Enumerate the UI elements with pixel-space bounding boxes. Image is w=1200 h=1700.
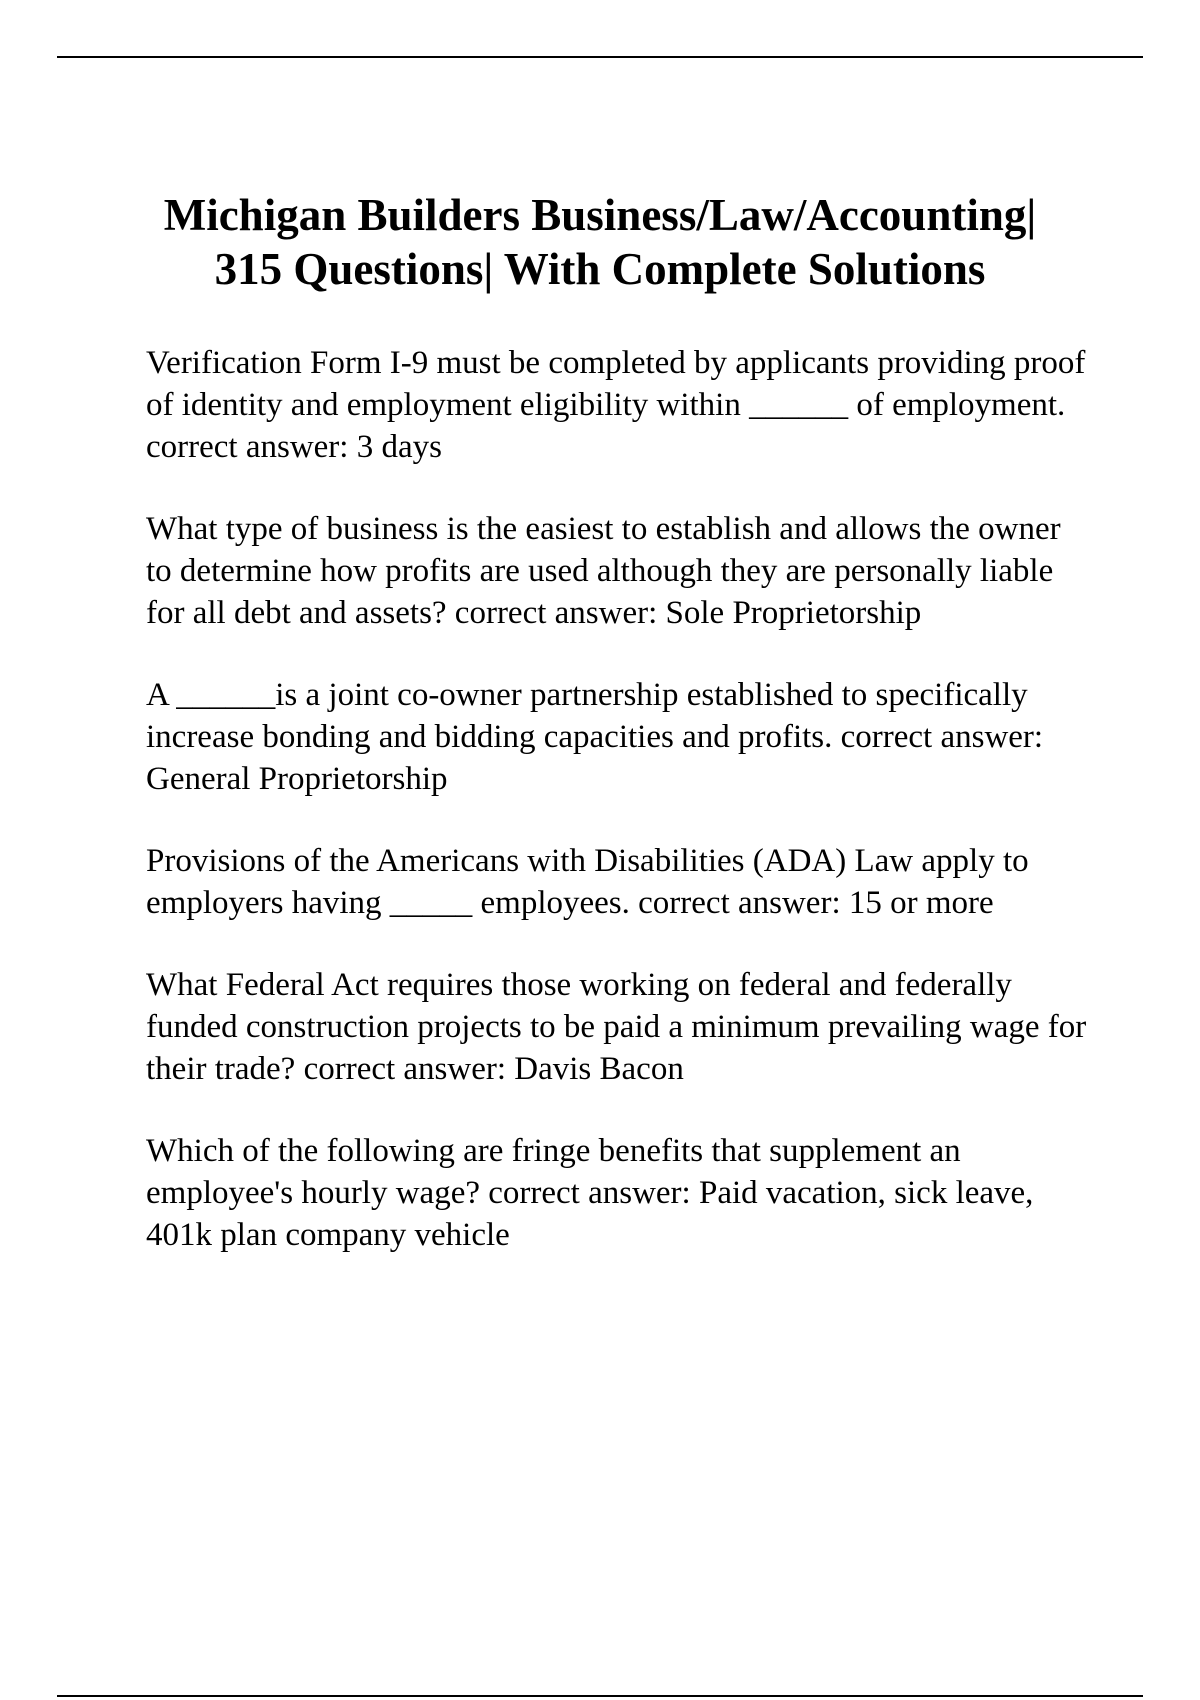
question-item: Which of the following are fringe benefits that supplement an employee's hourly wage? correct answer: Paid vacation, sick leave, 401k plan company vehicle	[146, 1133, 1034, 1253]
title-line-1: Michigan Builders Business/Law/Accounting|	[163, 190, 1037, 240]
question-item: What type of business is the easiest to establish and allows the owner to determine how profits are used although they are personally liable for all debt and assets? correct answer: Sole Proprietorship	[146, 511, 1061, 631]
top-rule	[57, 56, 1143, 58]
document-title	[60, 188, 1140, 296]
question-item: Provisions of the Americans with Disabilities (ADA) Law apply to employers having _____ employees. correct answer: 15 or more	[146, 843, 1029, 921]
question-item: A ______is a joint co-owner partnership established to specifically increase bonding and bidding capacities and profits. correct answer: General Proprietorship	[146, 677, 1044, 797]
title-line-2: 315 Questions| With Complete Solutions	[214, 244, 986, 294]
question-list	[146, 342, 1091, 1296]
question-item: What Federal Act requires those working on federal and federally funded construction projects to be paid a minimum prevailing wage for their trade? correct answer: Davis Bacon	[146, 967, 1087, 1087]
question-item: Verification Form I-9 must be completed by applicants providing proof of identity and employment eligibility within ______ of employment. correct answer: 3 days	[146, 345, 1086, 465]
bottom-rule	[57, 1695, 1143, 1697]
